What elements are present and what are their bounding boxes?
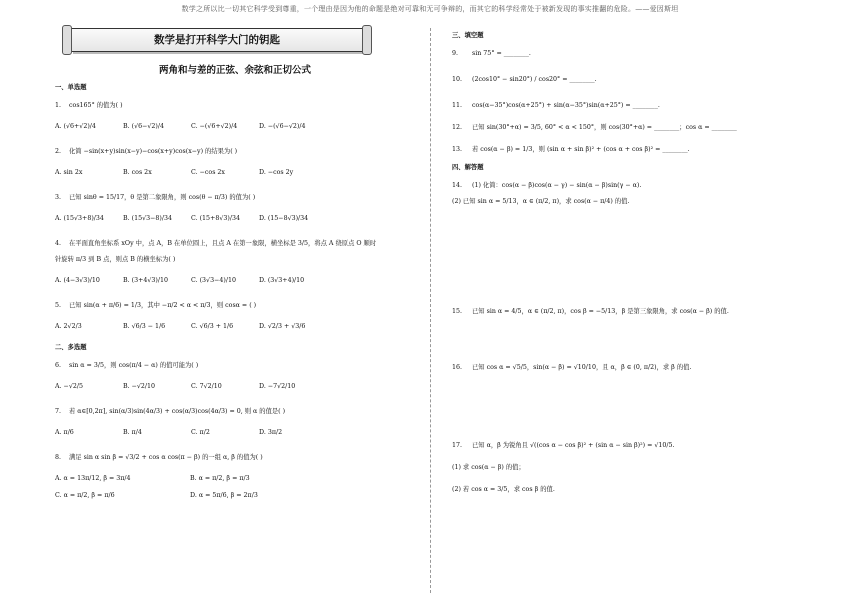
option-b: B. π/4 (123, 429, 142, 436)
option-c: C. √6/3 + 1/6 (191, 323, 234, 330)
question-text: 已知 cos α = √5/5，sin(α − β) = √10/10，且 α，β ∈ (0, π/2)，求 β 的值. (472, 364, 692, 371)
right-column (452, 28, 812, 498)
question (55, 404, 415, 420)
question-number: 12. (452, 124, 463, 131)
question (55, 358, 415, 374)
question (452, 142, 812, 158)
option-d: D. −(√6−√2)/4 (259, 123, 306, 130)
question-number: 1. (55, 102, 62, 109)
question (452, 438, 812, 454)
question-text: 已知 sin(α + π/6) = 1/3，其中 −π/2 < α < π/3，则 cosα = ( ) (69, 302, 257, 309)
question-text: sin α = 3/5，则 cos(π/4 − α) 的值可能为( ) (69, 362, 199, 369)
options (55, 164, 415, 182)
option-d: D. 3π/2 (259, 429, 283, 436)
left-column (55, 28, 415, 510)
column-divider (430, 28, 431, 593)
question-text: 化简 −sin(x+y)sin(x−y)−cos(x+y)cos(x−y) 的结果为( ) (69, 148, 238, 155)
question-number: 8. (55, 454, 62, 461)
question (452, 98, 812, 114)
question-text: cos(α−35°)cos(α+25°) + sin(α−35°)sin(α+25°) = ________. (472, 102, 660, 109)
option-a: A. 2√2/3 (55, 323, 82, 330)
options (55, 470, 415, 504)
option-c: C. (15+8√3)/34 (191, 215, 240, 222)
question-text-part2: (2) 若 cos α = 3/5，求 cos β 的值. (452, 486, 555, 493)
section-heading-fill-blank: 三、填空题 (452, 32, 484, 39)
question-text: (1) 化简：cos(α − β)cos(α − γ) − sin(α − β)sin(γ − α). (472, 182, 642, 189)
option-b: B. (3+4√3)/10 (123, 277, 168, 284)
question-text: 在平面直角坐标系 xOy 中，点 A，B 在单位圆上，且点 A 在第一象限，横坐标是 3/5，将点 A 绕原点 O 顺时 (69, 240, 377, 247)
option-c: C. −cos 2x (191, 169, 225, 176)
question-text-part2: (2) 已知 sin α = 5/13，α ∈ (π/2, π)，求 cos(α − π/4) 的值. (452, 198, 630, 205)
options (55, 378, 415, 396)
question-number: 5. (55, 302, 62, 309)
option-b: B. √6/3 − 1/6 (123, 323, 166, 330)
question-number: 2. (55, 148, 62, 155)
answer-space (452, 210, 812, 304)
option-a: A. (4−3√3)/10 (55, 277, 100, 284)
question-number: 14. (452, 182, 463, 189)
question-number: 7. (55, 408, 62, 415)
question-text: sin 75° = ________. (472, 50, 531, 57)
question-text: 已知 α，β 为锐角且 √((cos α − cos β)² + (sin α − sin β)²) = √10/5. (472, 442, 675, 449)
options (55, 210, 415, 228)
option-b: B. (√6−√2)/4 (123, 123, 164, 130)
question (55, 298, 415, 314)
answer-space (452, 320, 812, 360)
page-title: 两角和与差的正弦、余弦和正切公式 (158, 65, 311, 76)
question-number: 15. (452, 308, 463, 315)
question-text: 若 cos(α − β) = 1/3，则 (sin α + sin β)² + (cos α + cos β)² = ________. (472, 146, 690, 153)
question-text: 已知 sin α = 4/5，α ∈ (π/2, π)，cos β = −5/13，β 是第三象限角，求 cos(α − β) 的值. (472, 308, 729, 315)
answer-space (452, 376, 812, 438)
option-d: D. (3√3+4)/10 (259, 277, 305, 284)
question-part (452, 482, 812, 498)
question-number: 11. (452, 102, 463, 109)
question (55, 236, 415, 252)
question-text-cont: 针旋转 π/3 到 B 点，则点 B 的横坐标为( ) (55, 256, 176, 263)
question-number: 10. (452, 76, 463, 83)
question (452, 178, 812, 194)
question-number: 13. (452, 146, 463, 153)
option-d: D. α = 5π/6, β = 2π/3 (190, 491, 258, 499)
option-c: C. (3√3−4)/10 (191, 277, 236, 284)
question-number: 9. (452, 50, 459, 57)
question-number: 6. (55, 362, 62, 369)
options (55, 118, 415, 136)
option-c: C. α = π/2, β = π/6 (55, 491, 115, 499)
question (452, 360, 812, 376)
question-number: 4. (55, 240, 62, 247)
question (452, 120, 812, 136)
option-a: A. sin 2x (55, 169, 83, 176)
option-d: D. (15−8√3)/34 (259, 215, 309, 222)
question-part (452, 460, 812, 476)
option-b: B. (15√3−8)/34 (123, 215, 172, 222)
section-heading-solutions: 四、解答题 (452, 164, 484, 171)
question-text: 满足 sin α sin β = √3/2 + cos α cos(π − β) 的一组 α, β 的值为( ) (69, 454, 263, 461)
question-text: 若 α∈[0,2π], sin(α/3)sin(4α/3) + cos(α/3)cos(4α/3) = 0, 则 α 的值是( ) (69, 408, 286, 415)
option-b: B. cos 2x (123, 169, 152, 176)
question-number: 3. (55, 194, 62, 201)
question (55, 144, 415, 160)
option-a: A. −√2/5 (55, 383, 83, 390)
option-a: A. (15√3+8)/34 (55, 215, 104, 222)
option-c: C. π/2 (191, 429, 210, 436)
question-continued (55, 252, 415, 268)
option-d: D. −cos 2y (259, 169, 294, 176)
question-number: 16. (452, 364, 463, 371)
question (55, 450, 415, 466)
option-d: D. √2/3 + √3/6 (259, 323, 306, 330)
question-part (452, 194, 812, 210)
header-quote: 数学之所以比一切其它科学受到尊重，一个理由是因为他的命题是绝对可靠和无可争辩的，而其它的科学经常处于被新发现的事实推翻的危险。——爱因斯坦 (181, 5, 679, 13)
option-d: D. −7√2/10 (259, 383, 296, 390)
question (55, 98, 415, 114)
option-b: B. −√2/10 (123, 383, 156, 390)
options (55, 272, 415, 290)
question-number: 17. (452, 442, 463, 449)
question-text: 已知 sin(30°+α) = 3/5, 60° < α < 150°，则 cos(30°+α) = ________；cos α = ________ (472, 124, 737, 131)
section-heading-single-choice: 一、单选题 (55, 84, 87, 91)
options (55, 318, 415, 336)
banner: 数学是打开科学大门的钥匙 (71, 28, 363, 52)
question (452, 46, 812, 62)
question-text: (2cos10° − sin20°) / cos20° = ________. (472, 76, 597, 83)
option-b: B. α = π/2, β = π/3 (190, 474, 250, 482)
option-a: A. π/6 (55, 429, 74, 436)
option-c: C. 7√2/10 (191, 383, 222, 390)
options (55, 424, 415, 442)
question-text-part1: (1) 求 cos(α − β) 的值； (452, 464, 525, 471)
question (452, 304, 812, 320)
question (452, 72, 812, 88)
question-text: cos165° 的值为( ) (69, 102, 123, 109)
section-heading-multi-choice: 二、多选题 (55, 344, 87, 351)
question-text: 已知 sinθ = 15/17，θ 是第二象限角，则 cos(θ − π/3) 的值为( ) (69, 194, 256, 201)
option-a: A. (√6+√2)/4 (55, 123, 96, 130)
question (55, 190, 415, 206)
option-a: A. α = 13π/12, β = 3π/4 (55, 474, 131, 482)
option-c: C. −(√6+√2)/4 (191, 123, 238, 130)
